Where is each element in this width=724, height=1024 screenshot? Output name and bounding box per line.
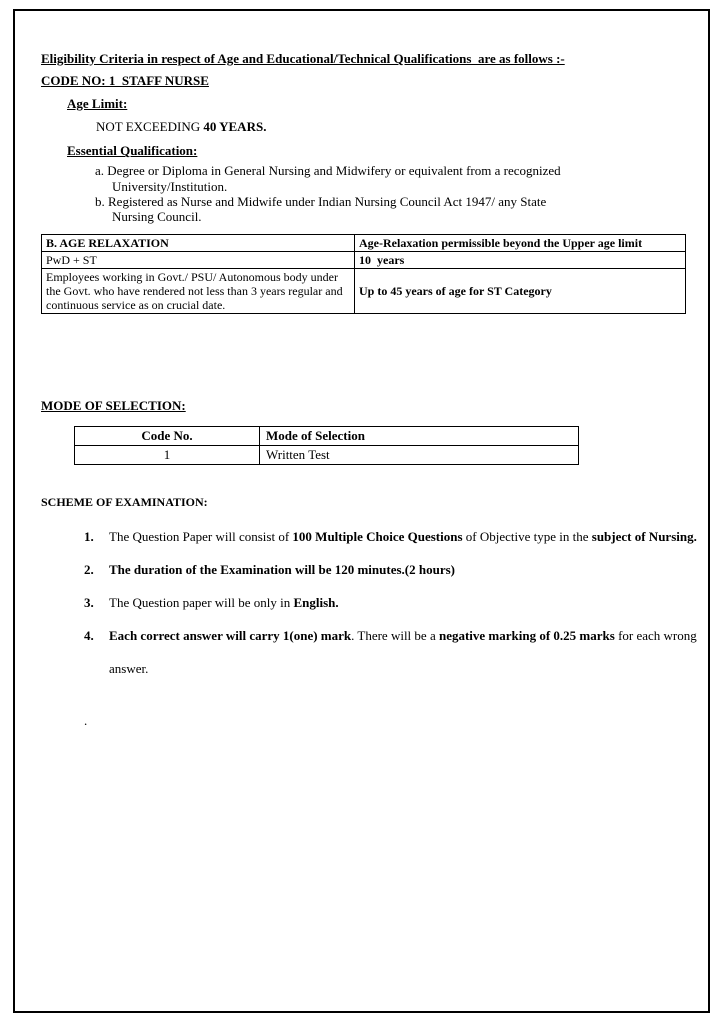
scheme-item-number: 3. [84, 594, 94, 610]
text-segment: subject of Nursing. [591, 528, 697, 544]
mode-of-selection-table [74, 426, 579, 465]
text-segment: The Question paper will be only in [109, 594, 294, 610]
scheme-item-number: 4. [84, 627, 94, 643]
scheme-list [84, 520, 699, 685]
text-segment: Each correct answer will carry 1(one) mark [109, 627, 352, 643]
table-row [42, 268, 686, 313]
scheme-item-text [109, 619, 699, 685]
table-header-row [42, 234, 686, 251]
scheme-of-examination-heading: SCHEME OF EXAMINATION: [41, 494, 208, 509]
page-title: Eligibility Criteria in respect of Age and Educational/Technical Qualifications are as follows :- [41, 51, 565, 66]
list-item [84, 619, 699, 685]
qualification-list [95, 163, 684, 224]
relax-value-pwd-st: 10 years [355, 251, 686, 268]
text-segment: negative marking of 0.25 marks [438, 627, 615, 643]
scheme-item-number: 2. [84, 561, 94, 577]
text-segment: 100 Multiple Choice Questions [292, 528, 463, 544]
age-limit-heading: Age Limit: [67, 95, 128, 111]
text-segment: English. [293, 594, 339, 610]
age-limit-years: 40 YEARS. [203, 118, 267, 134]
document-page [13, 9, 710, 1013]
scheme-item-text [109, 586, 699, 619]
qualification-item-a: a. Degree or Diploma in General Nursing and Midwifery or equivalent from a recognized University/Institution. [95, 163, 561, 194]
list-item [84, 586, 699, 619]
age-limit-text: NOT EXCEEDING [96, 118, 204, 134]
page-content [15, 11, 708, 728]
relax-header-relaxation: Age-Relaxation permissible beyond the Upper age limit [355, 234, 686, 251]
age-relaxation-table [41, 234, 686, 315]
text-segment: for each wrong answer. [109, 627, 697, 676]
mode-header-mode: Mode of Selection [260, 427, 579, 446]
list-item [84, 553, 699, 586]
code-heading: CODE NO: 1 STAFF NURSE [41, 72, 209, 88]
age-limit-value [96, 119, 684, 135]
mode-row-mode: Written Test [260, 446, 579, 465]
mode-row-code: 1 [75, 446, 260, 465]
relax-header-category: B. AGE RELAXATION [42, 234, 355, 251]
mode-of-selection-heading: MODE OF SELECTION: [41, 398, 186, 414]
text-segment: The Question Paper will consist of [109, 528, 293, 544]
list-item [84, 520, 699, 553]
text-segment: . There will be a [351, 627, 439, 643]
table-row [75, 446, 579, 465]
qualification-item-b: b. Registered as Nurse and Midwife under Indian Nursing Council Act 1947/ any State Nursing Council. [95, 193, 547, 225]
relax-category-employees: Employees working in Govt./ PSU/ Autonomous body under the Govt. who have rendered not less than 3 years regular and continuous service as on crucial date. [42, 268, 355, 313]
relax-value-employees: Up to 45 years of age for ST Category [355, 268, 686, 313]
relax-category-pwd-st: PwD + ST [42, 251, 355, 268]
essential-qualification-heading: Essential Qualification: [67, 143, 198, 159]
scheme-item-number: 1. [84, 528, 94, 544]
scheme-item-text [109, 520, 699, 553]
text-segment: of Objective type in the [462, 528, 592, 544]
text-segment: The duration of the Examination will be 120 minutes.(2 hours) [109, 561, 455, 577]
mode-header-code-no: Code No. [75, 427, 260, 446]
scheme-item-text [109, 553, 699, 586]
table-row [42, 251, 686, 268]
trailing-mark: . [84, 712, 88, 728]
table-header-row [75, 427, 579, 446]
